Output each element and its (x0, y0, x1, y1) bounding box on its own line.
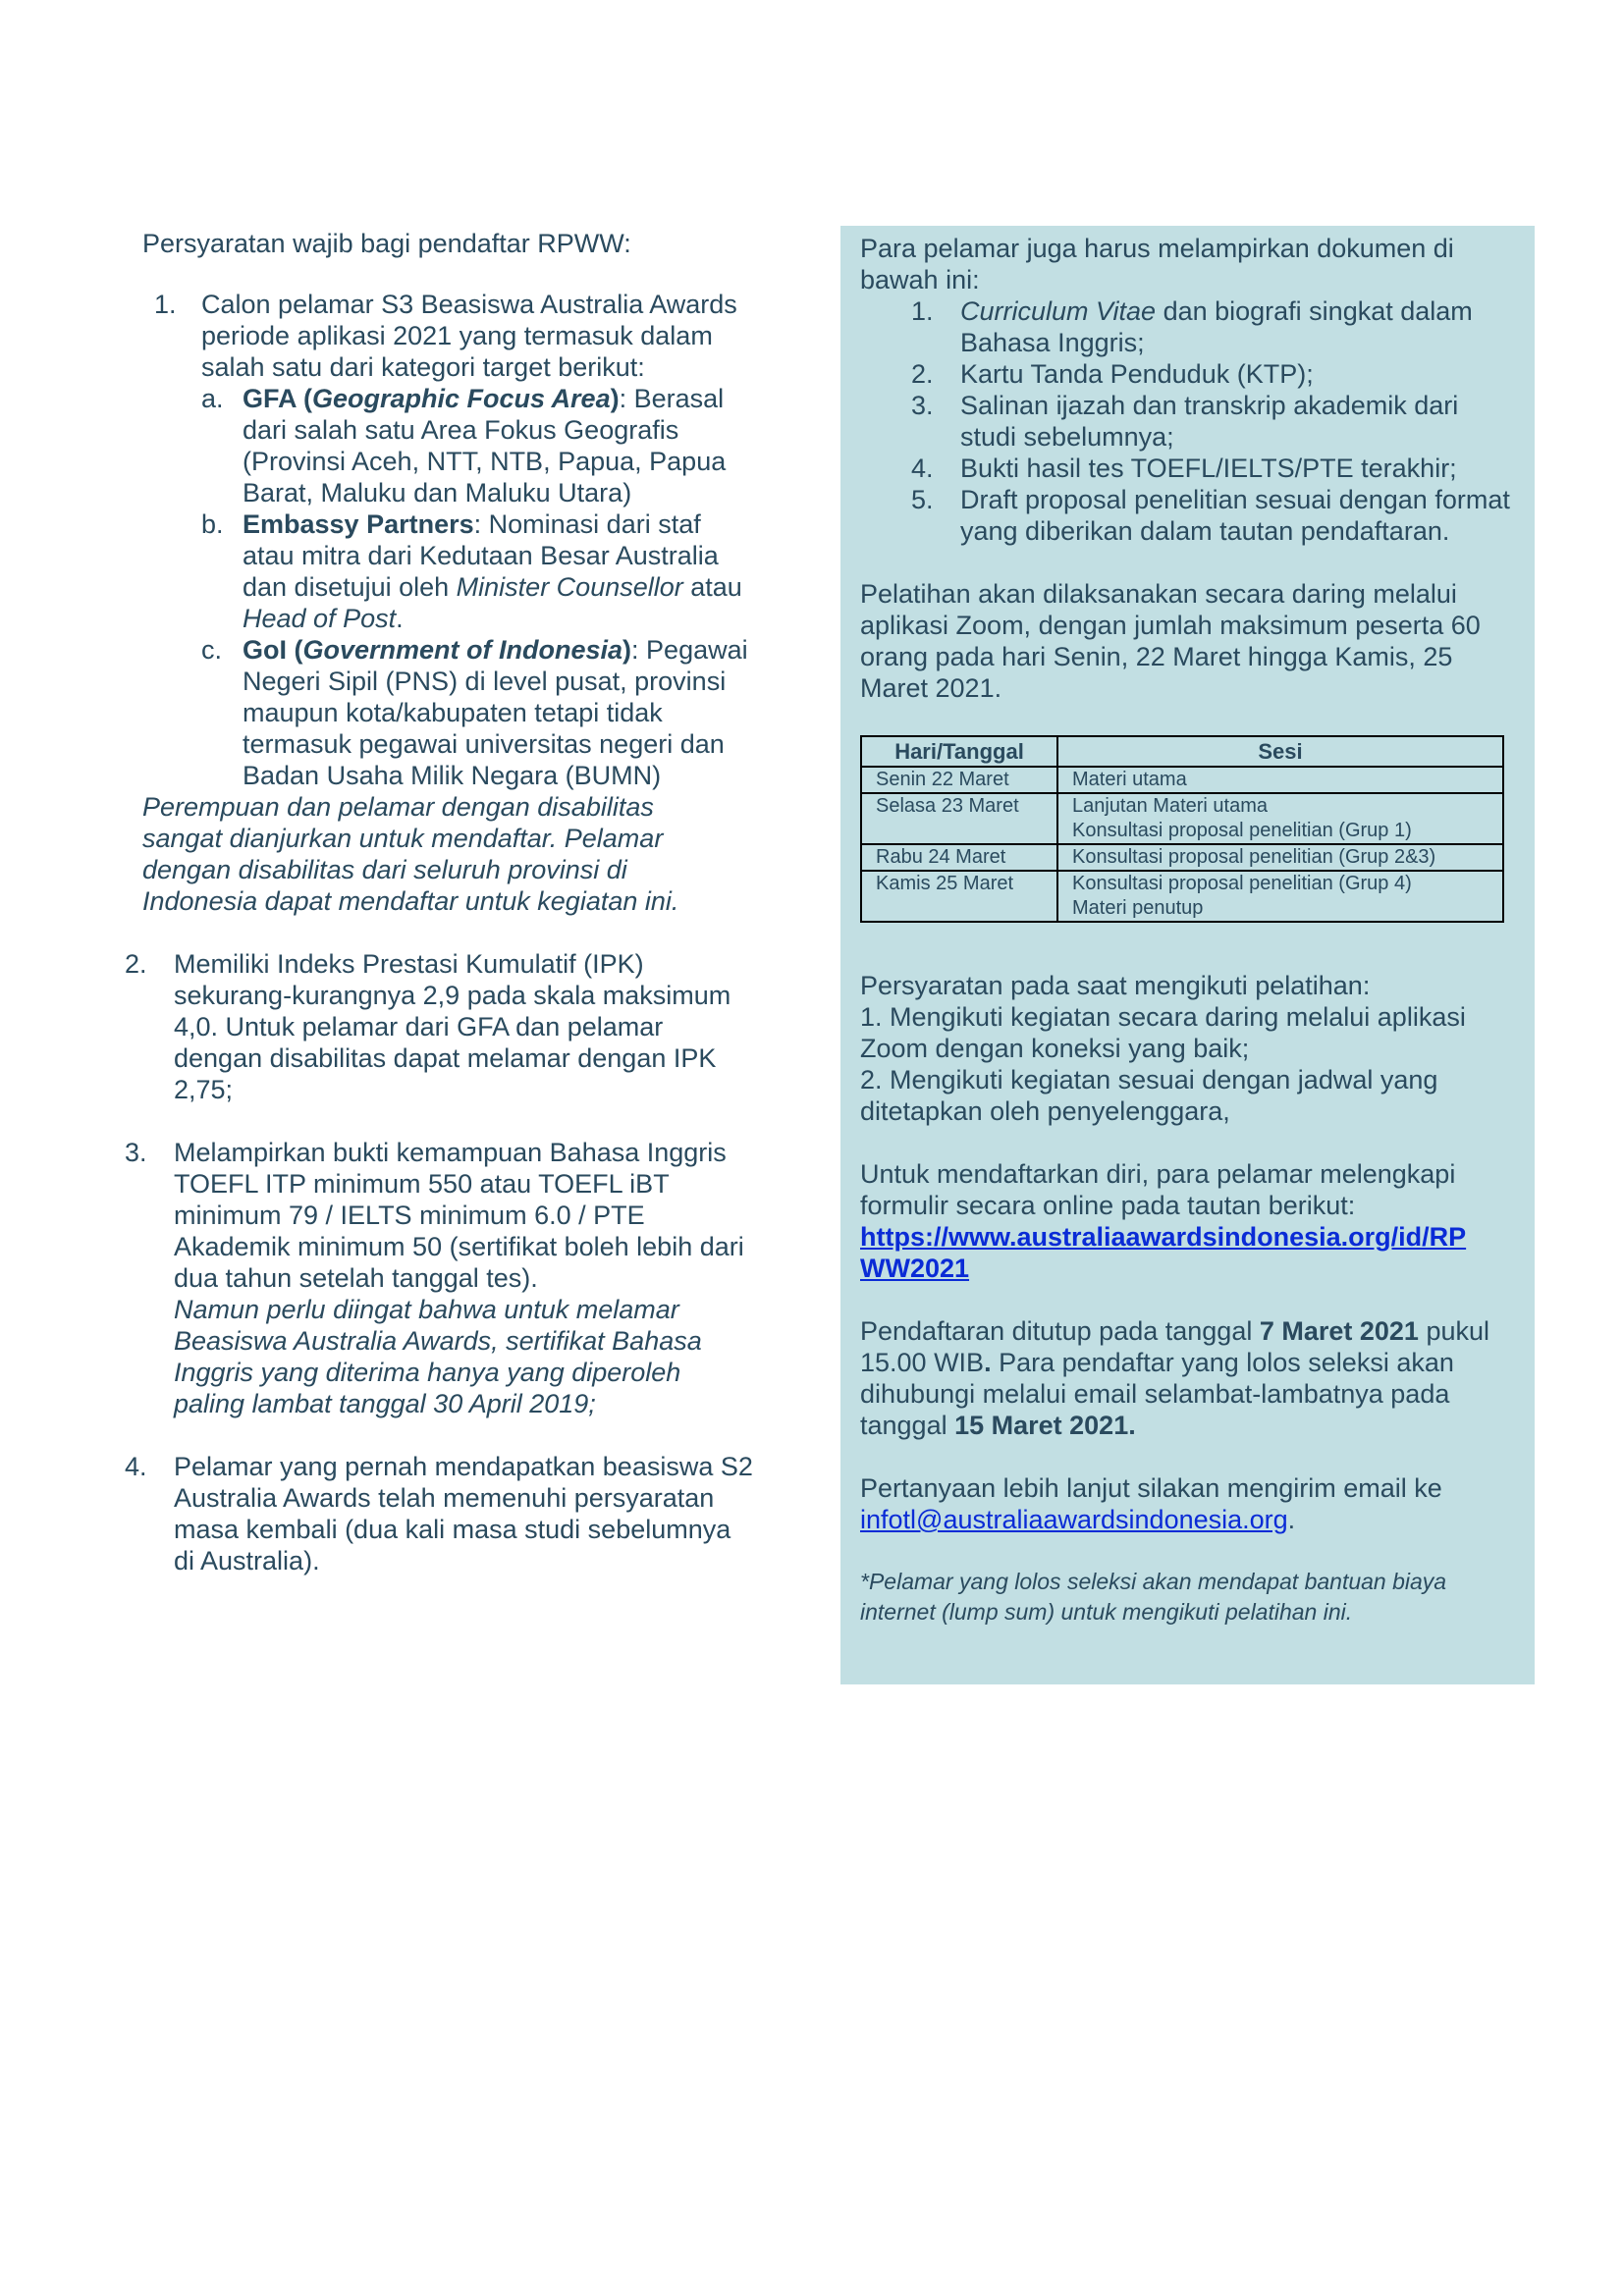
disability-note: Perempuan dan pelamar dengan disabilitas sangat dianjurkan untuk mendaftar. Pelamar dengan disabilitas dari seluruh provinsi di Indonesia dapat mendaftar untuk kegiatan ini. (142, 792, 679, 916)
list-letter: a. (201, 384, 224, 413)
table-row: Selasa 23 Maret Lanjutan Materi utama Konsultasi proposal penelitian (Grup 1) (861, 793, 1503, 844)
list-number: 3. (125, 1138, 147, 1167)
contact-email-link[interactable]: infotl@australiaawardsindonesia.org (860, 1505, 1288, 1534)
requirement-1 (142, 289, 756, 791)
column-header: Hari/Tanggal (861, 736, 1057, 767)
contact-info: Pertanyaan lebih lanjut silakan mengirim email ke infotl@australiaawardsindonesia.org. (860, 1473, 1442, 1534)
training-requirements: Persyaratan pada saat mengikuti pelatihan: 1. Mengikuti kegiatan secara daring melalui aplikasi Zoom dengan koneksi yang baik; 2. Mengikuti kegiatan sesuai dengan jadwal yang ditetapkan oleh penyelenggara, (860, 971, 1466, 1126)
list-number: 2. (125, 949, 147, 979)
footnote: *Pelamar yang lolos seleksi akan mendapat bantuan biaya internet (lump sum) untuk mengikuti pelatihan ini. (860, 1569, 1447, 1625)
list-item: 5. Draft proposal penelitian sesuai dengan format yang diberikan dalam tautan pendaftaran. (911, 485, 1510, 546)
requirement-text: Calon pelamar S3 Beasiswa Australia Awards periode aplikasi 2021 yang termasuk dalam salah satu dari kategori target berikut: (201, 290, 737, 382)
table-row: Rabu 24 Maret Konsultasi proposal penelitian (Grup 2&3) (861, 844, 1503, 871)
requirement-text: Memiliki Indeks Prestasi Kumulatif (IPK) sekurang-kurangnya 2,9 pada skala maksimum 4,0. Untuk pelamar dari GFA dan pelamar dengan disabilitas dapat melamar dengan IPK 2,75; (174, 949, 731, 1104)
list-number: 4. (125, 1452, 147, 1481)
category-label: GFA ( (243, 384, 312, 413)
table-row: Senin 22 Maret Materi utama (861, 767, 1503, 793)
requirements-column (125, 228, 756, 1576)
category-label: GoI ( (243, 635, 303, 665)
requirement-3 (125, 1137, 756, 1419)
documents-intro: Para pelamar juga harus melampirkan dokumen di bawah ini: (860, 234, 1454, 294)
requirement-text: Melampirkan bukti kemampuan Bahasa Inggris TOEFL ITP minimum 550 atau TOEFL iBT minimum 79 / IELTS minimum 6.0 / PTE Akademik minimum 50 (sertifikat boleh lebih dari dua tahun setelah tanggal tes). (174, 1138, 744, 1293)
list-item: 1. Curriculum Vitae dan biografi singkat dalam Bahasa Inggris; (911, 296, 1473, 357)
table-row: Kamis 25 Maret Konsultasi proposal penelitian (Grup 4) Materi penutup (861, 871, 1503, 922)
category-description: : Berasal dari salah satu Area Fokus Geografis (Provinsi Aceh, NTT, NTB, Papua, Papua Barat, Maluku dan Maluku Utara) (243, 384, 727, 507)
column-header: Sesi (1057, 736, 1503, 767)
schedule-table (860, 735, 1504, 923)
category-goi: c. GoI (Government of Indonesia): Pegawai Negeri Sipil (PNS) di level pusat, provinsi maupun kota/kabupaten tetapi tidak termasuk pegawai universitas negeri dan Badan Usaha Milik Negara (BUMN) (201, 635, 748, 790)
list-item: 2. Kartu Tanda Penduduk (KTP); (911, 359, 1314, 389)
training-info: Pelatihan akan dilaksanakan secara daring melalui aplikasi Zoom, dengan jumlah maksimum peserta 60 orang pada hari Senin, 22 Maret hingga Kamis, 25 Maret 2021. (860, 579, 1481, 703)
requirements-intro: Persyaratan wajib bagi pendaftar RPWW: (142, 229, 631, 258)
list-number: 1. (154, 290, 177, 319)
registration-link[interactable]: https://www.australiaawardsindonesia.org/id/RP WW2021 (860, 1222, 1467, 1283)
deadline-info: Pendaftaran ditutup pada tanggal 7 Maret 2021 pukul 15.00 WIB. Para pendaftar yang lolos seleksi akan dihubungi melalui email selambat-lambatnya pada tanggal 15 Maret 2021. (860, 1316, 1490, 1440)
requirement-2 (125, 948, 756, 1105)
documents-list (860, 295, 1513, 547)
requirement-4 (125, 1451, 756, 1576)
table-header-row (861, 736, 1503, 767)
english-cert-note: Namun perlu diingat bahwa untuk melamar Beasiswa Australia Awards, sertifikat Bahasa Inggris yang diterima hanya yang diperoleh paling lambat tanggal 30 April 2019; (174, 1295, 702, 1418)
category-label-italic: Geographic Focus Area (312, 384, 611, 413)
registration-info: Untuk mendaftarkan diri, para pelamar melengkapi formulir secara online pada tautan berikut: https://www.australiaawardsindonesia.org/id/RP WW2021 (860, 1159, 1467, 1283)
category-description: : Pegawai Negeri Sipil (PNS) di level pusat, provinsi maupun kota/kabupaten tetapi tidak termasuk pegawai universitas negeri dan Badan Usaha Milik Negara (BUMN) (243, 635, 748, 790)
requirement-text: Pelamar yang pernah mendapatkan beasiswa S2 Australia Awards telah memenuhi persyaratan masa kembali (dua kali masa studi sebelumnya di Australia). (174, 1452, 753, 1575)
category-embassy: b. Embassy Partners: Nominasi dari staf atau mitra dari Kedutaan Besar Australia dan disetujui oleh Minister Counsellor atau Head of Post. (201, 509, 742, 633)
category-label-italic: Government of Indonesia (302, 635, 623, 665)
info-panel (840, 226, 1535, 1684)
list-item: 3. Salinan ijazah dan transkrip akademik dari studi sebelumnya; (911, 391, 1459, 452)
list-letter: c. (201, 635, 223, 665)
list-item: 4. Bukti hasil tes TOEFL/IELTS/PTE terakhir; (911, 454, 1457, 483)
category-gfa: a. GFA (Geographic Focus Area): Berasal dari salah satu Area Fokus Geografis (Provinsi Aceh, NTT, NTB, Papua, Papua Barat, Maluku dan Maluku Utara) (201, 384, 727, 507)
list-letter: b. (201, 509, 224, 539)
category-label: Embassy Partners (243, 509, 474, 539)
